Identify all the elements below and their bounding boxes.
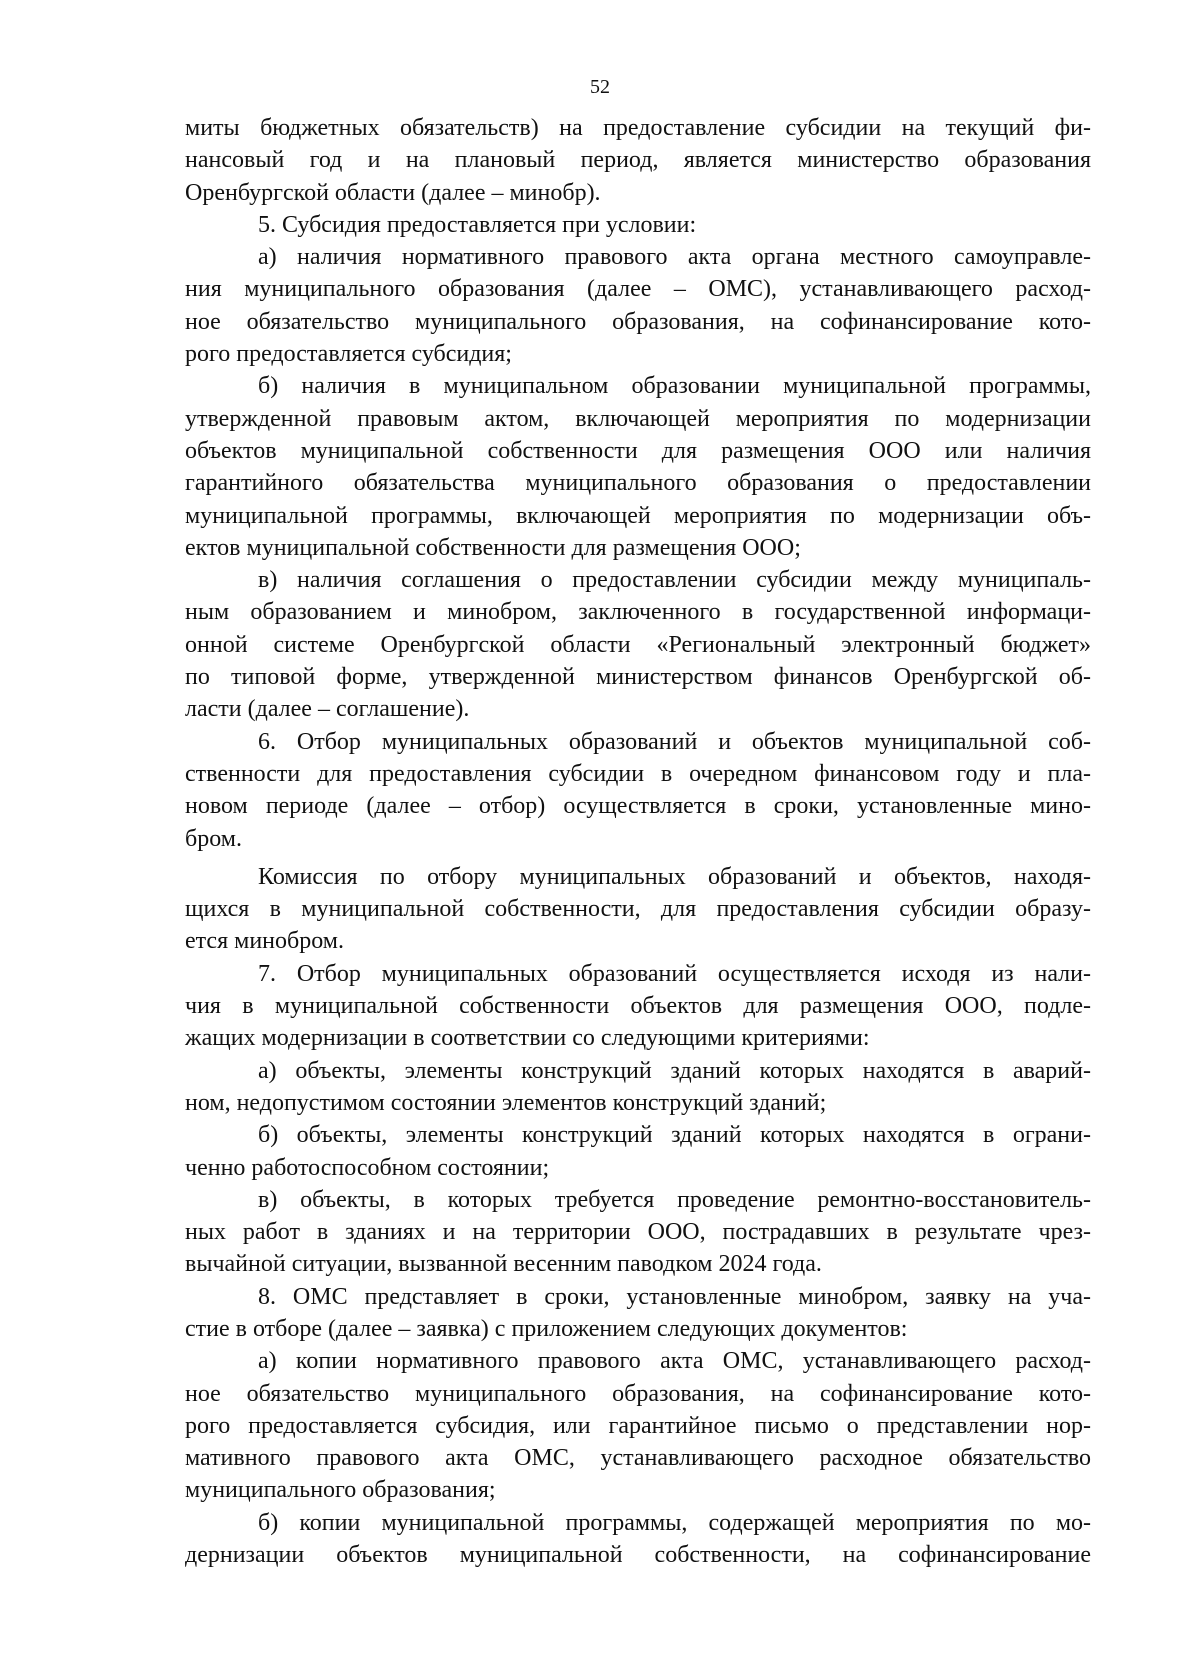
- text-line: ное обязательство муниципального образования, на софинансирование кото-: [185, 1380, 1091, 1407]
- text-line: щихся в муниципальной собственности, для предоставления субсидии образу-: [185, 896, 1091, 923]
- text-line: ном, недопустимом состоянии элементов конструкций зданий;: [185, 1089, 827, 1116]
- text-line: объектов муниципальной собственности для размещения ООО или наличия: [185, 437, 1091, 464]
- text-line: ется минобром.: [185, 928, 344, 955]
- text-line: бром.: [185, 825, 242, 852]
- text-line: ственности для предоставления субсидии в очередном финансовом году и пла-: [185, 760, 1091, 787]
- text-line: б) объекты, элементы конструкций зданий которых находятся в ограни-: [258, 1122, 1091, 1149]
- text-line: 5. Субсидия предоставляется при условии:: [258, 211, 697, 238]
- document-body: [185, 112, 1091, 1571]
- text-line: стие в отборе (далее – заявка) с приложением следующих документов:: [185, 1315, 908, 1342]
- text-line: в) наличия соглашения о предоставлении субсидии между муниципаль-: [258, 567, 1091, 594]
- text-line: мативного правового акта ОМС, устанавливающего расходное обязательство: [185, 1445, 1091, 1472]
- text-line: новом периоде (далее – отбор) осуществляется в сроки, установленные мино-: [185, 793, 1091, 820]
- text-line: а) копии нормативного правового акта ОМС, устанавливающего расход-: [258, 1348, 1091, 1375]
- text-line: по типовой форме, утвержденной министерством финансов Оренбургской об-: [185, 664, 1091, 691]
- text-line: б) наличия в муниципальном образовании муниципальной программы,: [258, 373, 1091, 400]
- text-line: жащих модернизации в соответствии со следующими критериями:: [185, 1025, 870, 1052]
- text-line: дернизации объектов муниципальной собственности, на софинансирование: [185, 1542, 1091, 1569]
- text-line: ных работ в зданиях и на территории ООО, пострадавших в результате чрез-: [185, 1219, 1091, 1246]
- text-line: муниципальной программы, включающей мероприятия по модернизации объ-: [185, 502, 1091, 529]
- text-line: муниципального образования;: [185, 1477, 496, 1504]
- text-line: 6. Отбор муниципальных образований и объектов муниципальной соб-: [258, 728, 1091, 755]
- text-line: рого предоставляется субсидия, или гарантийное письмо о представлении нор-: [185, 1412, 1091, 1439]
- text-line: Оренбургской области (далее – минобр).: [185, 179, 601, 206]
- text-line: б) копии муниципальной программы, содержащей мероприятия по мо-: [258, 1509, 1091, 1536]
- text-line: 8. ОМС представляет в сроки, установленные минобром, заявку на уча-: [258, 1283, 1091, 1310]
- text-line: миты бюджетных обязательств) на предоставление субсидии на текущий фи-: [185, 115, 1091, 141]
- text-line: ния муниципального образования (далее – ОМС), устанавливающего расход-: [185, 276, 1091, 303]
- page-number: 52: [590, 76, 610, 98]
- text-line: ное обязательство муниципального образования, на софинансирование кото-: [185, 308, 1091, 335]
- text-line: вычайной ситуации, вызванной весенним паводком 2024 года.: [185, 1251, 822, 1278]
- text-line: а) наличия нормативного правового акта органа местного самоуправле-: [258, 244, 1091, 271]
- text-line: онной системе Оренбургской области «Региональный электронный бюджет»: [185, 631, 1091, 658]
- text-line: утвержденной правовым актом, включающей мероприятия по модернизации: [185, 405, 1091, 432]
- text-line: в) объекты, в которых требуется проведение ремонтно-восстановитель-: [258, 1186, 1091, 1213]
- text-line: а) объекты, элементы конструкций зданий которых находятся в аварий-: [258, 1057, 1091, 1084]
- text-line: Комиссия по отбору муниципальных образований и объектов, находя-: [258, 863, 1091, 890]
- text-line: чия в муниципальной собственности объектов для размещения ООО, подле-: [185, 993, 1091, 1020]
- text-line: нансовый год и на плановый период, является министерство образования: [185, 147, 1091, 174]
- text-line: ным образованием и минобром, заключенного в государственной информаци-: [185, 599, 1091, 626]
- text-line: ласти (далее – соглашение).: [185, 696, 470, 723]
- text-line: ектов муниципальной собственности для размещения ООО;: [185, 534, 801, 561]
- text-line: ченно работоспособном состоянии;: [185, 1154, 550, 1181]
- text-line: гарантийного обязательства муниципального образования о предоставлении: [185, 470, 1091, 497]
- text-line: 7. Отбор муниципальных образований осуществляется исходя из нали-: [258, 960, 1091, 987]
- text-line: рого предоставляется субсидия;: [185, 341, 512, 368]
